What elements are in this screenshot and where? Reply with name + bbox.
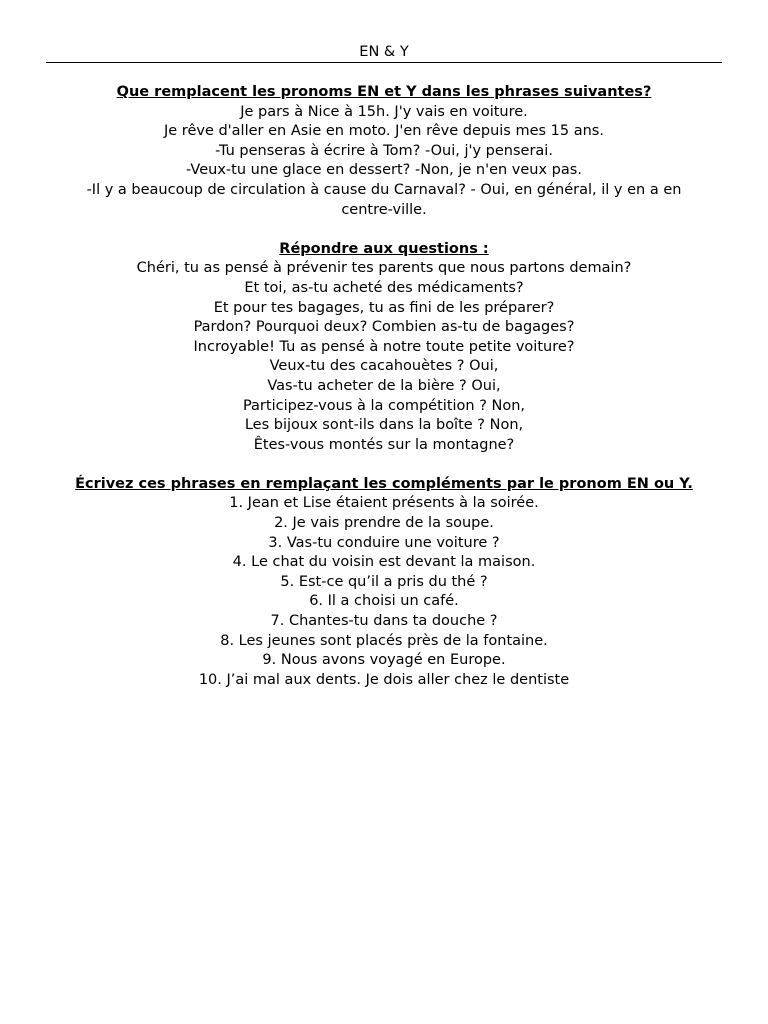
- section-questions: [46, 240, 722, 456]
- question-line: Veux-tu des cacahouètes ? Oui,: [269, 358, 499, 375]
- question-line: Les bijoux sont-ils dans la boîte ? Non,: [244, 417, 524, 434]
- exercise-item: 4. Le chat du voisin est devant la maison.: [232, 554, 536, 571]
- question-line: Chéri, tu as pensé à prévenir tes parents que nous partons demain?: [136, 260, 632, 277]
- exercise-item: 10. J’ai mal aux dents. Je dois aller chez le dentiste: [198, 671, 570, 688]
- sentence-line: -Veux-tu une glace en dessert? -Non, je n'en veux pas.: [186, 162, 582, 179]
- sentence-line: Je pars à Nice à 15h. J'y vais en voiture.: [240, 103, 528, 120]
- sentence-line: Je rêve d'aller en Asie en moto. J'en rêve depuis mes 15 ans.: [164, 123, 604, 140]
- question-line: Êtes-vous montés sur la montagne?: [253, 436, 515, 453]
- page-header: EN & Y: [359, 44, 409, 60]
- question-line: Incroyable! Tu as pensé à notre toute petite voiture?: [193, 338, 575, 355]
- exercise-item: 8. Les jeunes sont placés près de la fontaine.: [220, 632, 548, 649]
- exercise-item: 1. Jean et Lise étaient présents à la soirée.: [229, 495, 539, 512]
- section-spacer: [46, 220, 722, 240]
- section-title: Que remplacent les pronoms EN et Y dans les phrases suivantes?: [116, 84, 652, 100]
- exercise-item: 9. Nous avons voyagé en Europe.: [262, 652, 506, 669]
- section-pronoms: [46, 83, 722, 220]
- question-line: Participez-vous à la compétition ? Non,: [242, 397, 526, 414]
- exercise-item: 2. Je vais prendre de la soupe.: [274, 515, 494, 532]
- exercise-item: 6. Il a choisi un café.: [309, 593, 459, 610]
- section-spacer: [46, 455, 722, 475]
- header-rule: [46, 62, 722, 63]
- question-line: Vas-tu acheter de la bière ? Oui,: [267, 377, 501, 394]
- sentence-line: -Il y a beaucoup de circulation à cause du Carnaval? - Oui, en général, il y en a en: [86, 181, 682, 198]
- sentence-line: -Tu penseras à écrire à Tom? -Oui, j'y penserai.: [215, 142, 553, 159]
- exercise-item: 7. Chantes-tu dans ta douche ?: [270, 613, 498, 630]
- exercise-item: 5. Est-ce qu’il a pris du thé ?: [280, 573, 488, 590]
- sentence-line: centre-ville.: [341, 201, 427, 218]
- document-body: [46, 83, 722, 690]
- question-line: Et pour tes bagages, tu as fini de les préparer?: [213, 299, 555, 316]
- question-line: Et toi, as-tu acheté des médicaments?: [244, 279, 524, 296]
- question-line: Pardon? Pourquoi deux? Combien as-tu de bagages?: [193, 319, 575, 336]
- exercise-item: 3. Vas-tu conduire une voiture ?: [268, 534, 500, 551]
- section-title: Écrivez ces phrases en remplaçant les compléments par le pronom EN ou Y.: [75, 475, 693, 492]
- section-exercise: [46, 475, 722, 691]
- section-title: Répondre aux questions :: [279, 240, 489, 257]
